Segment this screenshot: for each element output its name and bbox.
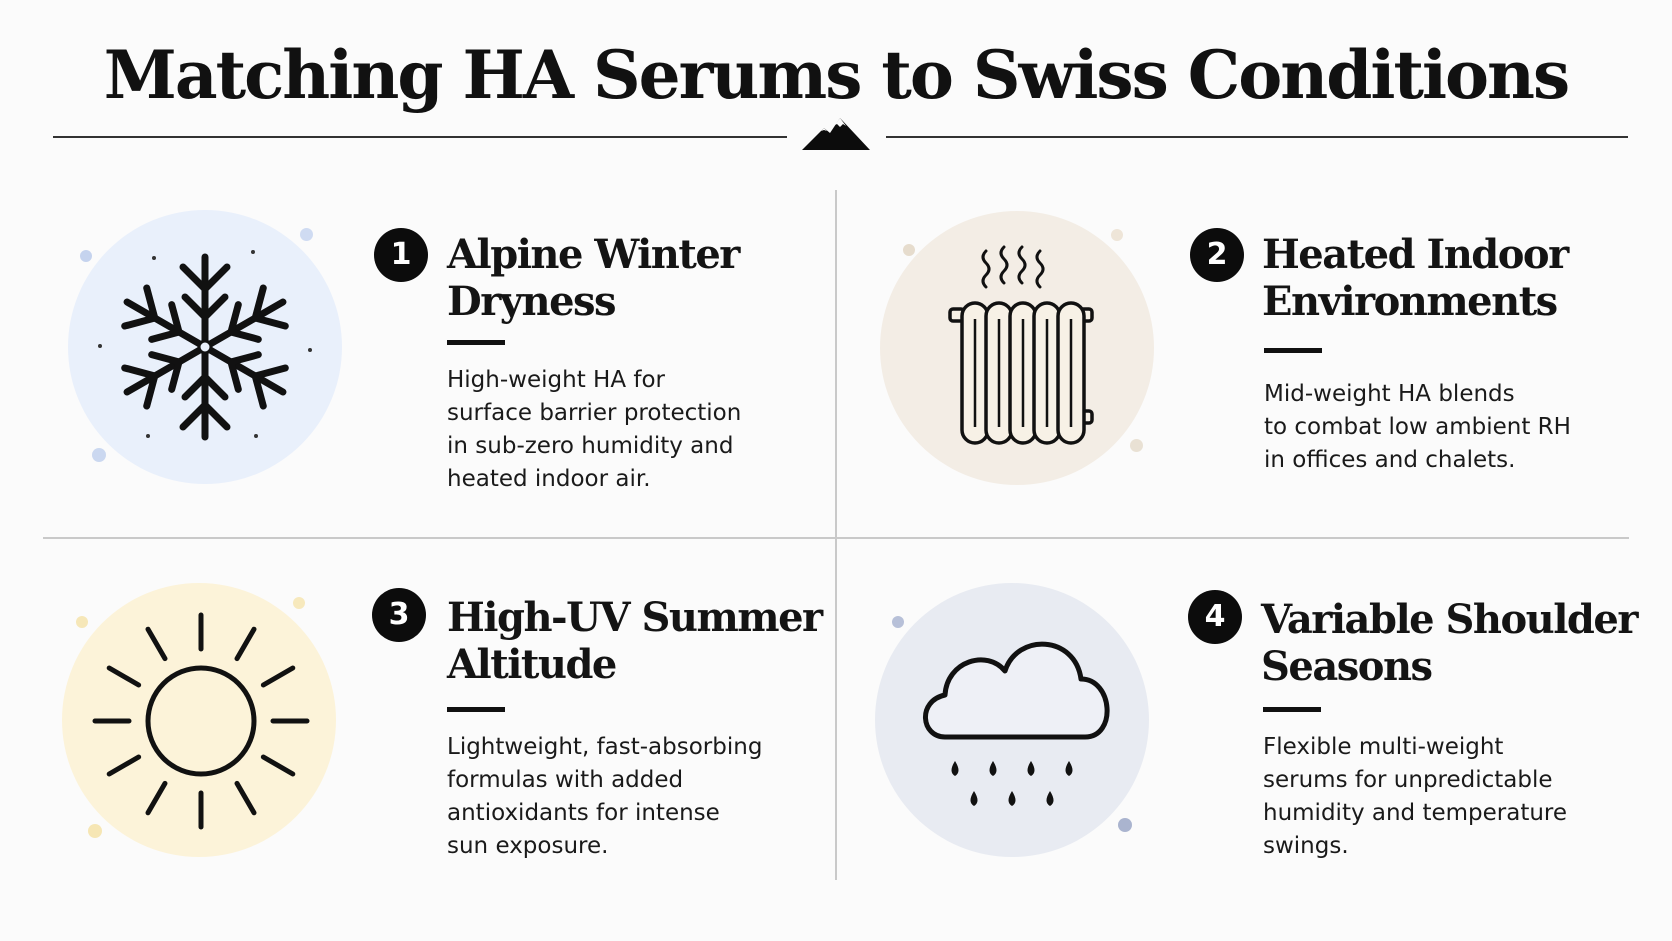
card-description: High-weight HA for surface barrier protection in sub-zero humidity and heated indoor air. [447, 367, 742, 492]
mountain-icon [800, 114, 872, 152]
sun-icon [62, 583, 336, 857]
decor-dot [76, 616, 88, 628]
page-title: Matching HA Serums to Swiss Conditions [103, 36, 1569, 114]
card-heading: Heated Indoor Environments [1262, 231, 1568, 325]
decor-dot [293, 597, 305, 609]
horizontal-divider [43, 537, 1629, 539]
icon-circle [875, 583, 1149, 857]
decor-dot [80, 250, 92, 262]
card-description: Lightweight, fast-absorbing formulas with added antioxidants for intense sun exposure. [447, 734, 763, 859]
decor-dot [892, 616, 904, 628]
decor-dot [92, 448, 106, 462]
step-badge: 1 [374, 228, 428, 282]
card-description: Flexible multi-weight serums for unpredictable humidity and temperature swings. [1263, 734, 1568, 859]
radiator-icon [880, 211, 1154, 485]
step-badge: 2 [1190, 228, 1244, 282]
decor-dot [1111, 229, 1123, 241]
decor-dot [1118, 818, 1132, 832]
vertical-divider [835, 190, 837, 880]
heading-underline [1264, 348, 1322, 353]
icon-circle [68, 210, 342, 484]
decor-dot [300, 228, 313, 241]
decor-dot [88, 824, 102, 838]
title-rule-right [886, 136, 1628, 138]
decor-dot [903, 244, 915, 256]
icon-circle [880, 211, 1154, 485]
icon-circle [62, 583, 336, 857]
snowflake-icon [68, 210, 342, 484]
step-badge: 3 [372, 588, 426, 642]
card-heading: Alpine Winter Dryness [447, 231, 739, 325]
title-rule-left [53, 136, 787, 138]
card-description: Mid-weight HA blends to combat low ambient RH in offices and chalets. [1264, 381, 1571, 473]
heading-underline [1263, 707, 1321, 712]
decor-dot [1130, 439, 1143, 452]
step-badge: 4 [1188, 590, 1242, 644]
heading-underline [447, 340, 505, 345]
heading-underline [447, 707, 505, 712]
rain-cloud-icon [875, 583, 1149, 857]
card-heading: High-UV Summer Altitude [447, 594, 822, 688]
card-heading: Variable Shoulder Seasons [1261, 596, 1637, 690]
